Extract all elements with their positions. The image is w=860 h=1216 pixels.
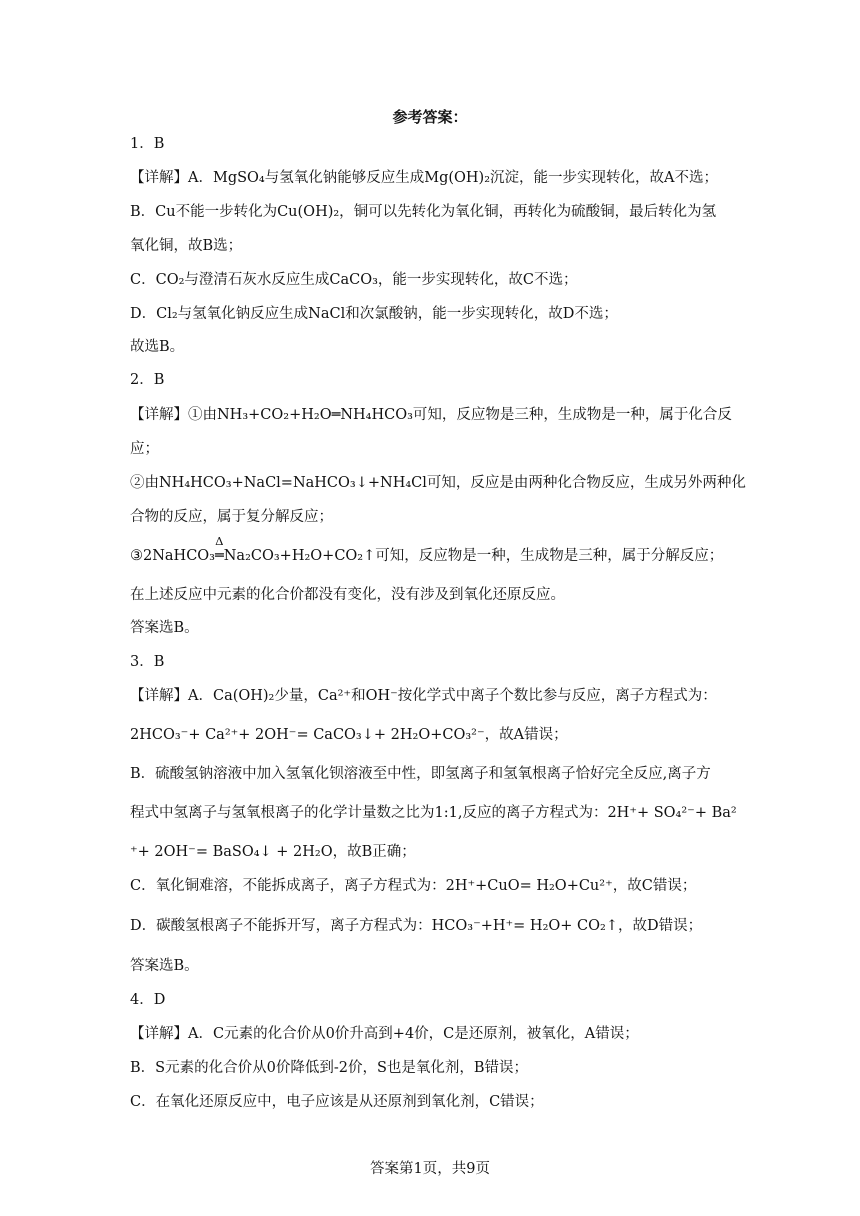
q1-conclusion: 故选B。 — [130, 339, 185, 355]
q4-explanation-line: C．在氧化还原反应中，电子应该是从还原剂到氧化剂，C错误； — [130, 1094, 544, 1110]
q2-explanation-line: 【详解】①由NH₃+CO₂+H₂O═NH₄HCO₃可知，反应物是三种，生成物是一种，属于化合反 — [130, 407, 732, 423]
q1-explanation-line: D．Cl₂与氢氧化钠反应生成NaCl和次氯酸钠，能一步实现转化，故D不选； — [130, 306, 618, 322]
q2-equation-rest: Na₂CO₃+H₂O+CO₂↑可知，反应物是一种，生成物是三种，属于分解反应； — [223, 548, 724, 564]
q4-explanation-line: B．S元素的化合价从0价降低到-2价，S也是氧化剂，B错误； — [130, 1060, 529, 1076]
q3-explanation-line: B．硫酸氢钠溶液中加入氢氧化钡溶液至中性，即氢离子和氢氧根离子恰好完全反应,离子方 — [130, 766, 711, 782]
q2-equation-line — [130, 534, 724, 566]
q2-equation-reactant: ③2NaHCO₃ — [130, 548, 215, 564]
q1-explanation-line: C．CO₂与澄清石灰水反应生成CaCO₃，能一步实现转化，故C不选； — [130, 272, 578, 288]
page-title: 参考答案： — [392, 108, 468, 126]
q1-explanation-line: 【详解】A．MgSO₄与氢氧化钠能够反应生成Mg(OH)₂沉淀，能一步实现转化，故A不选； — [130, 170, 718, 186]
q3-explanation-line: ⁺+ 2OH⁻= BaSO₄↓ + 2H₂O，故B正确； — [130, 844, 416, 860]
q1-explanation-line: B．Cu不能一步转化为Cu(OH)₂，铜可以先转化为氧化铜，再转化为硫酸铜，最后转化为氢 — [130, 204, 717, 220]
q4-explanation-line: 【详解】A．C元素的化合价从0价升高到+4价，C是还原剂，被氧化，A错误； — [130, 1026, 639, 1042]
q2-explanation-line: 合物的反应，属于复分解反应； — [130, 509, 333, 525]
q3-equation-line: 2HCO₃⁻+ Ca²⁺+ 2OH⁻= CaCO₃↓+ 2H₂O+CO₃²⁻，故A错误； — [130, 727, 568, 743]
q4-answer: 4．D — [130, 992, 166, 1008]
q3-conclusion: 答案选B。 — [130, 958, 199, 974]
q1-explanation-line: 氧化铜，故B选； — [130, 238, 243, 254]
q2-explanation-line: 应； — [130, 441, 159, 457]
q2-explanation-line: 在上述反应中元素的化合价都没有变化，没有涉及到氧化还原反应。 — [130, 587, 565, 603]
q2-conclusion: 答案选B。 — [130, 620, 199, 636]
q3-explanation-line: D．碳酸氢根离子不能拆开写，离子方程式为：HCO₃⁻+H⁺= H₂O+ CO₂↑，故D错误； — [130, 918, 703, 934]
delta-symbol: Δ — [215, 534, 224, 548]
q1-answer: 1．B — [130, 136, 165, 152]
q2-explanation-line: ②由NH₄HCO₃+NaCl=NaHCO₃↓+NH₄Cl可知，反应是由两种化合物反应，生成另外两种化 — [130, 475, 746, 491]
q3-answer: 3．B — [130, 654, 165, 670]
q3-explanation-line: 程式中氢离子与氢氧根离子的化学计量数之比为1:1,反应的离子方程式为：2H⁺+ SO₄²⁻+ Ba² — [130, 805, 737, 821]
equals-symbol: ═ — [215, 548, 224, 564]
heat-equals-sign — [215, 534, 224, 566]
q3-explanation-line: 【详解】A．Ca(OH)₂少量，Ca²⁺和OH⁻按化学式中离子个数比参与反应，离子方程式为： — [130, 688, 717, 704]
q3-explanation-line: C．氧化铜难溶，不能拆成离子，离子方程式为：2H⁺+CuO= H₂O+Cu²⁺，故C错误； — [130, 878, 697, 894]
q2-answer: 2．B — [130, 372, 165, 388]
page-footer: 答案第1页，共9页 — [370, 1161, 490, 1177]
